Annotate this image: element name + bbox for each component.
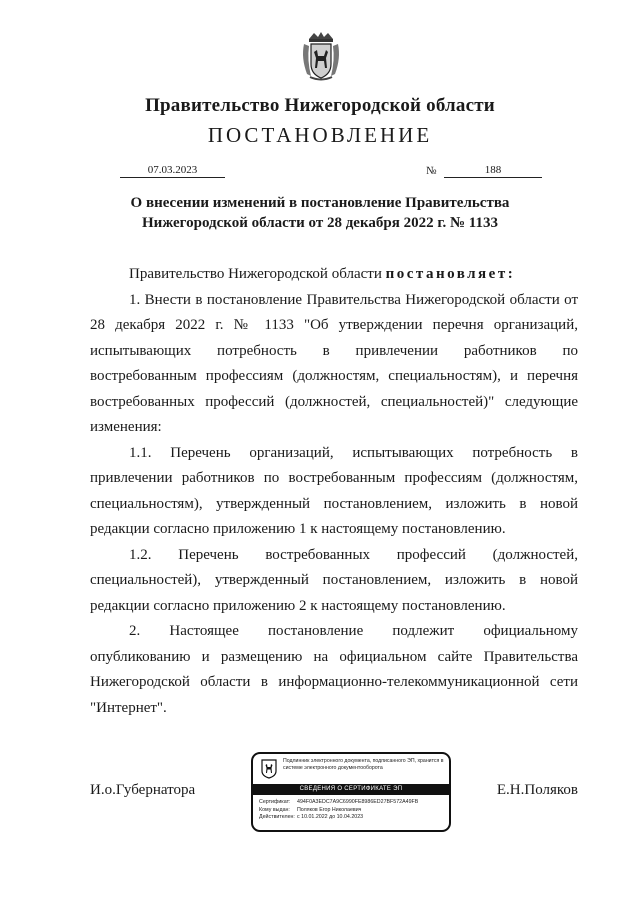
number-sign: №	[426, 165, 437, 177]
document-number: 188	[444, 164, 542, 178]
subject-line-2: Нижегородской области от 28 декабря 2022 г. № 1133	[142, 215, 498, 231]
intro-text: Правительство Нижегородской области	[129, 266, 386, 282]
coat-of-arms-emblem	[301, 30, 341, 82]
intro-paragraph	[90, 262, 578, 288]
document-body	[90, 262, 578, 721]
cert-value: 494F0A3EDC7A9C6990FE8986ED27BF572A49FB	[297, 799, 419, 805]
electronic-signature-stamp	[251, 752, 451, 832]
paragraph-1-2: 1.2. Перечень востребованных профессий (должностей, специальностей), утвержденный постановлением, изложить в новой редакции согласно приложению 2 к настоящему постановлению.	[90, 546, 578, 614]
document-subject	[90, 193, 550, 233]
document-type: ПОСТАНОВЛЕНИЕ	[207, 123, 433, 147]
document-date: 07.03.2023	[120, 164, 225, 178]
stamp-valid-row	[259, 814, 449, 822]
issued-value: Поляков Егор Николаевич	[297, 806, 362, 813]
stamp-details	[259, 799, 449, 822]
subject-line-1: О внесении изменений в постановление Правительства	[130, 195, 510, 211]
cert-label: Сертификат:	[259, 799, 291, 805]
paragraph-1: 1. Внести в постановление Правительства Нижегородской области от 28 декабря 2022 г. № 1133 "Об утверждении перечня организаций, испытывающих потребность в привлечении работников по востребованным профессиям (должностям, специальностям), и перечня востребованных профессий (должностей, специальностей)" следующие изменения:	[90, 291, 578, 435]
paragraph-2: 2. Настоящее постановление подлежит официальному опубликованию и размещению на официальном сайте Правительства Нижегородской области в информационно-телекоммуникационной сети "Интернет".	[90, 623, 578, 716]
deer-shield-icon	[261, 759, 277, 779]
stamp-band: СВЕДЕНИЯ О СЕРТИФИКАТЕ ЭП	[253, 784, 449, 795]
valid-label: Действителен:	[259, 814, 295, 820]
stamp-issued-row	[259, 807, 449, 815]
government-title: Правительство Нижегородской области	[145, 95, 495, 116]
signatory-title: И.о.Губернатора	[90, 782, 196, 798]
stamp-note: Подлинник электронного документа, подписанного ЭП, хранится в системе электронного документооборота	[283, 758, 444, 771]
valid-value: с 10.01.2022 до 10.04.2023	[297, 814, 364, 820]
issued-label: Кому выдан:	[259, 806, 290, 813]
paragraph-1-1: 1.1. Перечень организаций, испытывающих потребность в привлечении работников по востребованным профессиям (должностям, специальностям), утвержденный постановлением, изложить в новой редакции согласно приложению 1 к настоящему постановлению.	[90, 444, 578, 537]
stamp-cert-row	[259, 799, 449, 807]
signatory-name: Е.Н.Поляков	[496, 782, 578, 798]
resolves-word: постановляет:	[385, 266, 516, 282]
